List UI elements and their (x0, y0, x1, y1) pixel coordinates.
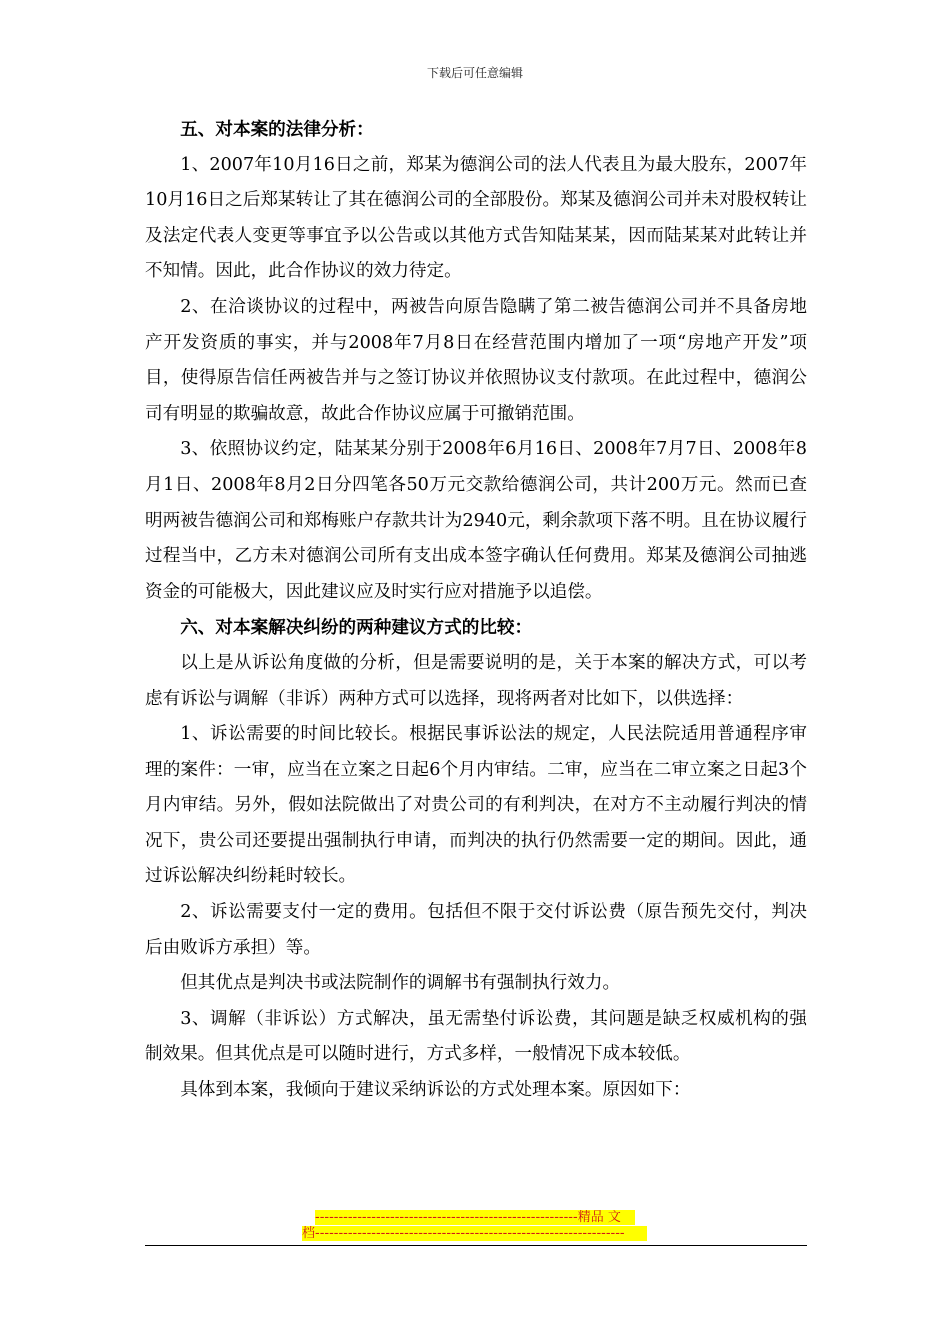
paragraph: 以上是从诉讼角度做的分析，但是需要说明的是，关于本案的解决方式，可以考虑有诉讼与调解（非诉）两种方式可以选择，现将两者对比如下，以供选择： (145, 652, 807, 709)
section-heading-comparison: 六、对本案解决纠纷的两种建议方式的比较： (180, 617, 533, 639)
section-heading-legal-analysis: 五、对本案的法律分析： (180, 119, 374, 140)
paragraph: 3、调解（非诉讼）方式解决，虽无需垫付诉讼费，其问题是缺乏权威机构的强制效果。但其优点是可以随时进行，方式多样，一般情况下成本较低。 (145, 1008, 807, 1065)
paragraph: 2、在洽谈协议的过程中，两被告向原告隐瞒了第二被告德润公司并不具备房地产开发资质的事实，并与2008年7月8日在经营范围内增加了一项“房地产开发”项目，使得原告信任两被告并与之签订协议并依照协议支付款项。在此过程中，德润公司有明显的欺骗故意，故此合作协议应属于可撤销范围。 (145, 296, 807, 424)
document-body (145, 112, 807, 1109)
paragraph: 但其优点是判决书或法院制作的调解书有强制执行效力。 (180, 973, 621, 994)
paragraph: 1、2007年10月16日之前，郑某为德润公司的法人代表且为最大股东，2007年10月16日之后郑某转让了其在德润公司的全部股份。郑某及德润公司并未对股权转让及法定代表人变更等事宜予以公告或以其他方式告知陆某某，因而陆某某对此转让并不知情。因此，此合作协议的效力待定。 (145, 154, 807, 282)
footer-watermark-line1: --------------------------------------------------------精品 文 (315, 1210, 635, 1225)
paragraph: 3、依照协议约定，陆某某分别于2008年6月16日、2008年7月7日、2008年8月1日、2008年8月2日分四笔各50万元交款给德润公司，共计200万元。然而已查明两被告德润公司和郑梅账户存款共计为2940元，剩余款项下落不明。且在协议履行过程当中，乙方未对德润公司所有支出成本签字确认任何费用。郑某及德润公司抽逃资金的可能极大，因此建议应及时实行应对措施予以追偿。 (145, 439, 807, 602)
paragraph: 具体到本案，我倾向于建议采纳诉讼的方式处理本案。原因如下： (180, 1080, 691, 1101)
paragraph: 1、诉讼需要的时间比较长。根据民事诉讼法的规定，人民法院适用普通程序审理的案件：一审，应当在立案之日起6个月内审结。二审，应当在二审立案之日起3个月内审结。另外，假如法院做出了对贵公司的有利判决，在对方不主动履行判决的情况下，贵公司还要提出强制执行申请，而判决的执行仍然需要一定的期间。因此，通过诉讼解决纠纷耗时较长。 (145, 724, 807, 887)
footer-divider (145, 1245, 807, 1246)
paragraph: 2、诉讼需要支付一定的费用。包括但不限于交付诉讼费（原告预先交付，判决后由败诉方承担）等。 (145, 902, 807, 958)
page-header-note: 下载后可任意编辑 (426, 66, 523, 80)
footer-watermark-line2: 档------------------------------------------------------------------ (302, 1226, 647, 1241)
